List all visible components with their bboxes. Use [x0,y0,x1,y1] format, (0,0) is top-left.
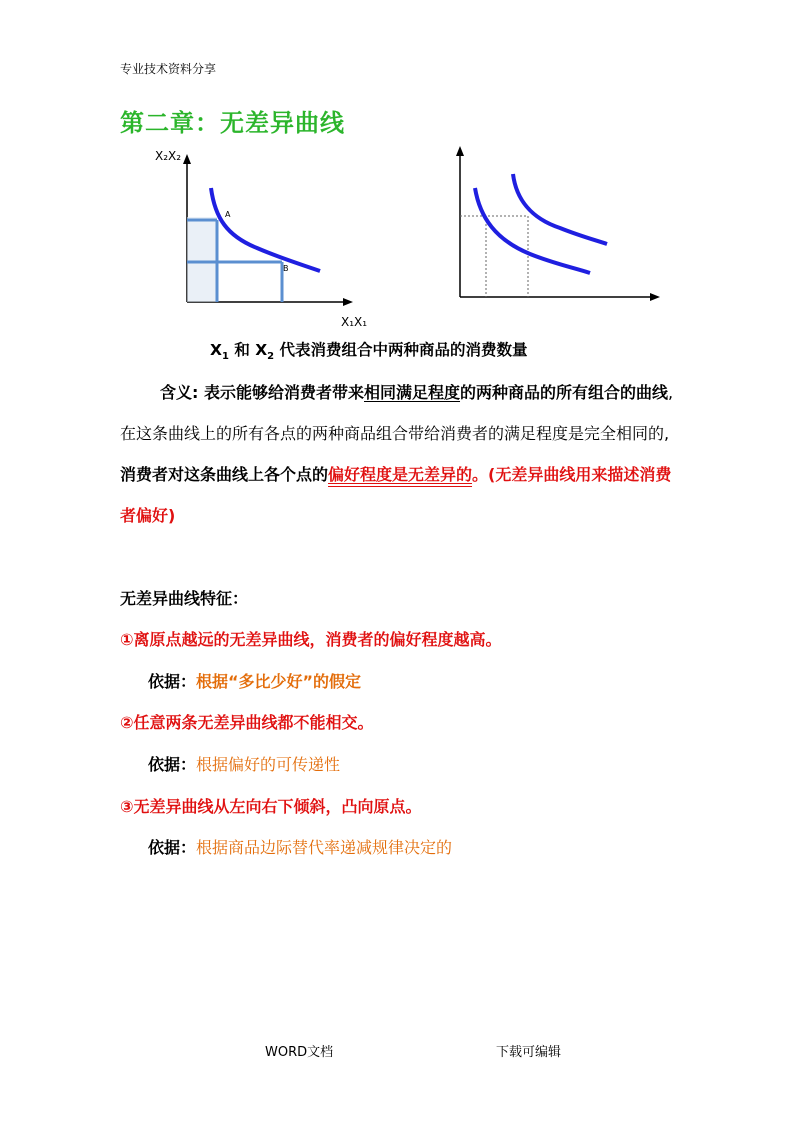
indifference-curve [211,188,320,271]
chapter-title: 第二章：无差异曲线 [120,108,345,137]
feature-3: ③无差异曲线从左向右下倾斜，凸向原点。 [120,797,422,816]
feature-1: ①离原点越远的无差异曲线，消费者的偏好程度越高。 [120,630,502,649]
y-axis-arrow-icon [456,146,464,156]
indifference-curve-figure-left [145,140,375,340]
point-a-label: A [225,210,231,219]
footer-right: 下载可编辑 [496,1045,562,1060]
x-axis-label: X₁X₁ [341,315,368,329]
region-a [187,217,217,302]
footer-left: WORD文档 [265,1045,334,1060]
feature-3-basis: 依据：根据商品边际替代率递减规律决定的 [148,838,453,857]
definition-paragraph: 含义: 表示能够给消费者带来相同满足程度的两种商品的所有组合的曲线, 在这条曲线上的所有各点的两种商品组合带给消费者的满足程度是完全相同的, 消费者对这条曲线上各个点的偏好程度是无差异的。(无差异曲线用来描述消费者偏好) [120,383,674,525]
page-header: 专业技术资料分享 [120,62,217,76]
point-b-label: B [283,264,289,273]
y-axis-arrow-icon [183,154,191,164]
indifference-curve-figure-right [450,140,665,310]
feature-2-basis: 依据：根据偏好的可传递性 [148,755,341,774]
x-axis-arrow-icon [650,293,660,301]
feature-1-basis: 依据：根据“多比少好”的假定 [148,672,362,691]
figure-caption: $X_1$ 和 $X_2$ 代表消费组合中两种商品的消费数量 [210,341,528,363]
indifference-curve-1 [475,188,590,273]
indifference-curve-2 [513,174,607,244]
features-title: 无差异曲线特征： [120,589,249,608]
x-axis-arrow-icon [343,298,353,306]
feature-2: ②任意两条无差异曲线都不能相交。 [120,713,374,732]
y-axis-label: X₂X₂ [155,149,182,163]
